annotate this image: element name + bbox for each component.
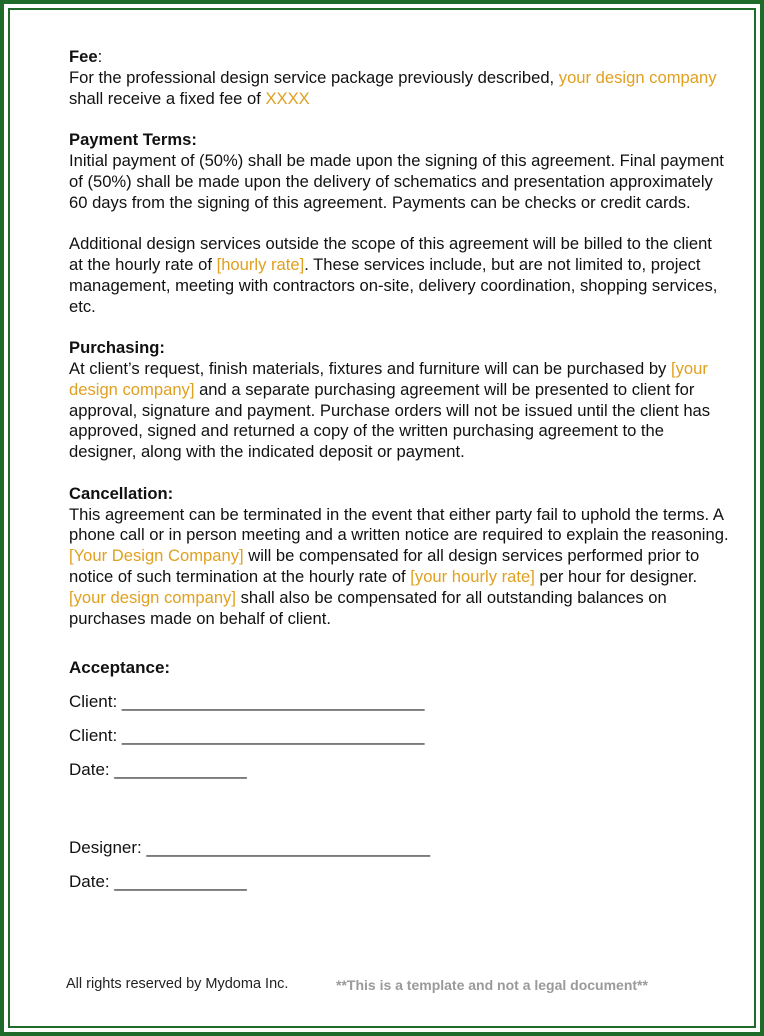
- fee-text-2: shall receive a fixed fee of: [69, 88, 266, 108]
- payment-paragraph-2: [69, 234, 729, 317]
- fee-paragraph: [69, 68, 729, 110]
- purchasing-heading: Purchasing:: [69, 338, 165, 358]
- copyright-notice: All rights reserved by Mydoma Inc.: [66, 976, 289, 992]
- cancellation-paragraph: [69, 505, 729, 630]
- cancellation-text-3: per hour for designer.: [534, 566, 698, 586]
- fee-heading-line: [69, 47, 729, 68]
- client-date-line[interactable]: Date: ______________: [69, 760, 247, 780]
- purchasing-section: [69, 338, 729, 463]
- cancellation-text-1: This agreement can be terminated in the event that either party fail to uphold the terms. A phone call or in person meeting and a written notice are required to explain the reasoning.: [69, 504, 729, 545]
- acceptance-heading: Acceptance:: [69, 658, 171, 678]
- client-signature-line-1[interactable]: Client: ________________________________: [69, 692, 425, 712]
- payment-section: [69, 130, 729, 317]
- fee-company-placeholder: your design company: [558, 67, 717, 87]
- purchasing-paragraph: [69, 359, 729, 463]
- cancellation-text-2: will be compensated for all design services performed prior to notice of such termination at the hourly rate of: [69, 546, 700, 586]
- designer-signature-line[interactable]: Designer: ______________________________: [69, 838, 431, 858]
- purchasing-text-1: At client’s request, finish materials, fixtures and furniture will can be purchased by: [69, 358, 671, 378]
- cancellation-company-placeholder: [Your Design Company]: [69, 546, 244, 566]
- cancellation-company-placeholder-2: [your design company]: [69, 587, 236, 607]
- fee-heading-colon: :: [97, 47, 103, 66]
- client-signature-line-2[interactable]: Client: ________________________________: [69, 726, 425, 746]
- cancellation-heading: Cancellation:: [69, 483, 174, 503]
- fee-text-1: For the professional design service package previously described,: [69, 67, 559, 87]
- cancellation-text-4: shall also be compensated for all outstanding balances on purchases made on behalf of client.: [69, 587, 667, 628]
- payment-paragraph-1: Initial payment of (50%) shall be made upon the signing of this agreement. Final payment of (50%) shall be made upon the delivery of schematics and presentation approximately 60 days from the signing of this agreement. Payments can be checks or credit cards.: [69, 150, 724, 212]
- payment-heading: Payment Terms:: [69, 130, 197, 150]
- template-disclaimer: **This is a template and not a legal document**: [336, 977, 648, 993]
- fee-section: [69, 47, 729, 109]
- payment-text-2: . These services include, but are not limited to, project management, meeting with contractors on-site, delivery coordination, shopping services, etc.: [69, 254, 718, 316]
- purchasing-text-2: and a separate purchasing agreement will be presented to client for approval, signature and payment. Purchase orders will not be issued until the client has approved, signed and returned a copy of the written purchasing agreement to the designer, along with the indicated deposit or payment.: [69, 379, 711, 462]
- fee-amount-placeholder: XXXX: [265, 88, 310, 108]
- payment-text-1: Additional design services outside the scope of this agreement will be billed to the client at the hourly rate of: [69, 234, 712, 274]
- hourly-rate-placeholder: [hourly rate]: [216, 254, 305, 274]
- fee-heading: Fee: [69, 47, 98, 66]
- cancellation-rate-placeholder: [your hourly rate]: [410, 566, 535, 586]
- designer-date-line[interactable]: Date: ______________: [69, 872, 247, 892]
- cancellation-section: [69, 484, 729, 630]
- purchasing-company-placeholder: [your design company]: [69, 358, 708, 399]
- agreement-document: [69, 47, 729, 899]
